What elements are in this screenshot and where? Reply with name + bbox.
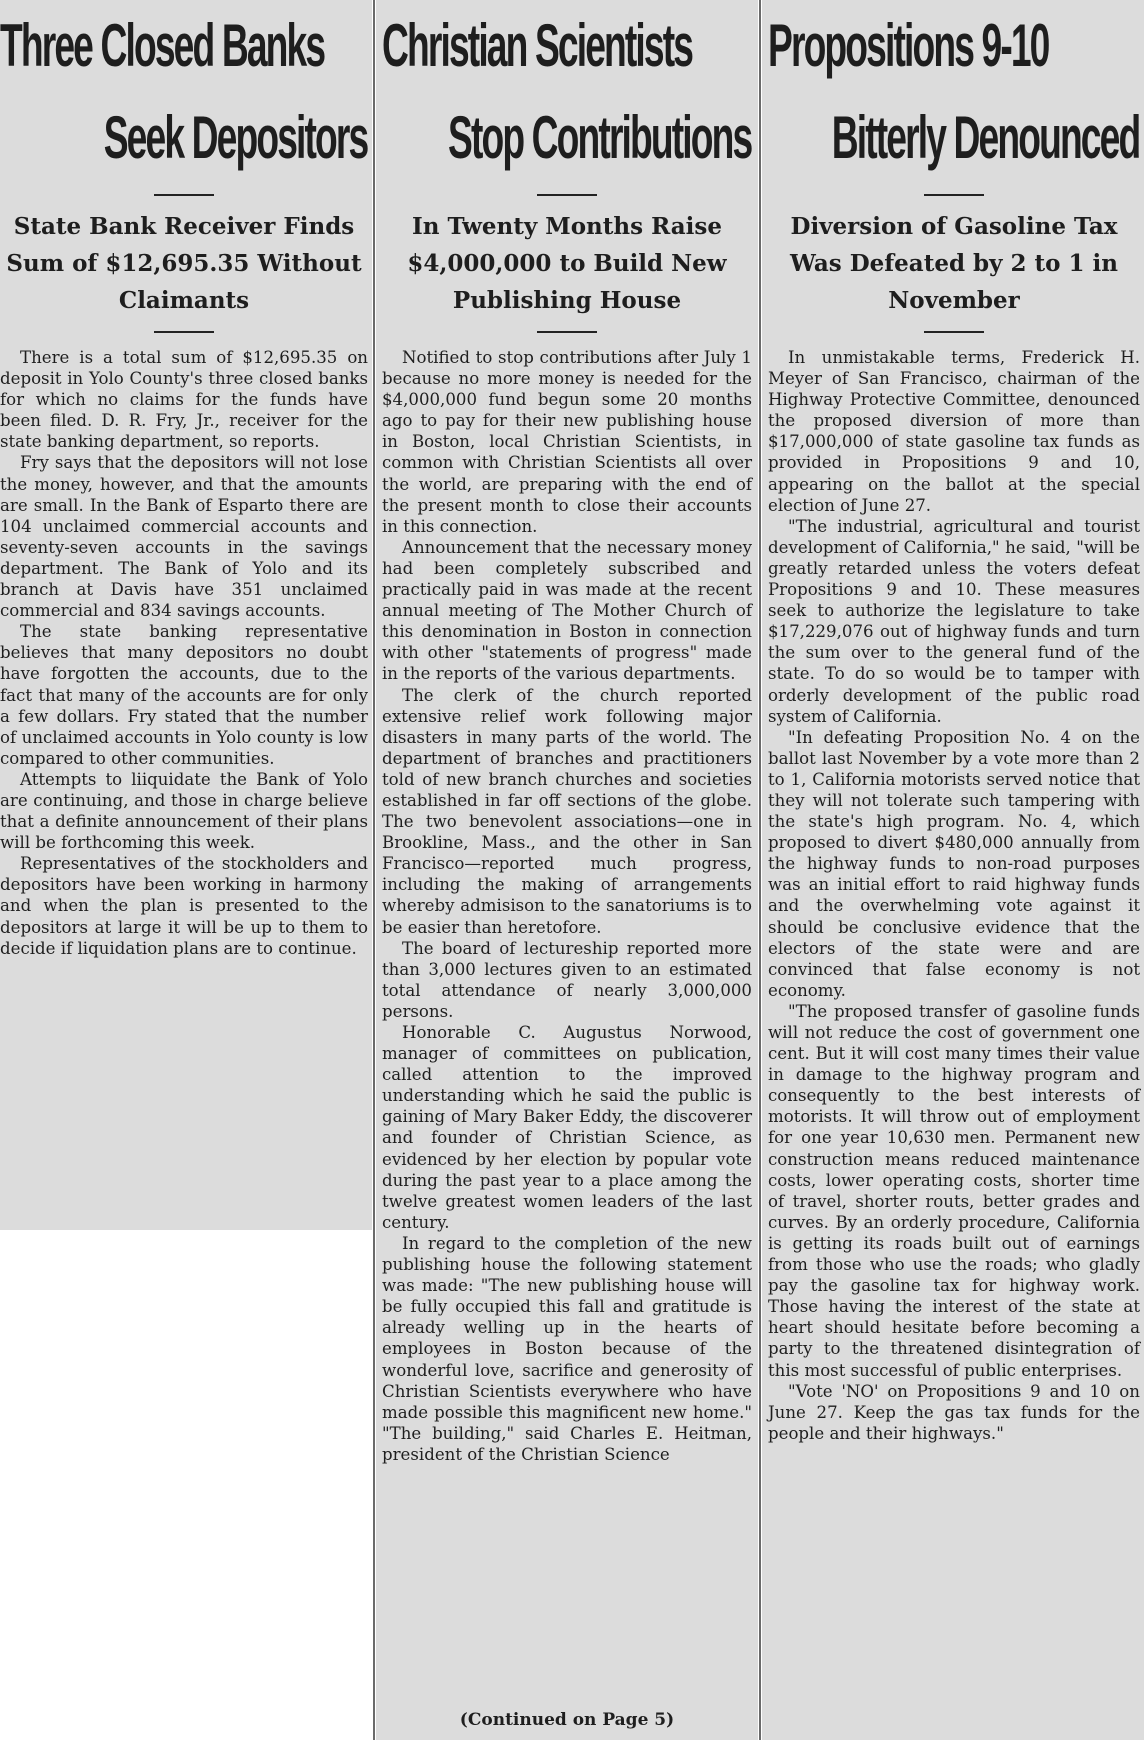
divider [537,331,597,333]
paragraph: Notified to stop contributions after July 1 because no more money is needed for the $4,000,000 fund begun some 20 months ago to pay for their new publishing house in Boston, local Christian Scientists, in common with Christian Scientists all over the world, are preparing with the end of the present month to close their accounts in this connection. [382,348,752,536]
paragraph: "The proposed transfer of gasoline funds will not reduce the cost of government one cent. But it will cost many times their value in damage to the highway program and consequently to the best interests of motorists. It will throw out of employment for one year 10,630 men. Permanent new construction means reduced maintenance costs, lower operating costs, shorter time of travel, shorter routs, better grades and curves. By an orderly procedure, California is getting its roads built out of earnings from those who use the roads; who gladly pay the gasoline tax for highway work. Those having the interest of the state at heart should hesitate before becoming a party to the threatened disintegration of this most successful of public enterprises. [768,1001,1140,1380]
headline [382,0,751,184]
article-body [382,347,752,1465]
subheadline: Diversion of Gasoline Tax Was Defeated by 2 to 1 in November [790,213,1118,314]
headline-line-2: Seek Depositors [103,104,368,171]
subheadline: State Bank Receiver Finds Sum of $12,695.35 Without Claimants [6,213,362,314]
article-propositions [762,0,1144,1740]
article-christian-scientists [376,0,758,1740]
headline-line-1: Christian Scientists [382,12,693,79]
article-closed-banks [0,0,372,1230]
column-rule [759,0,761,1740]
paragraph: The state banking representative believes that many depositors no doubt have forgotten the accounts, due to the fact that many of the accounts are for only a few dollars. Fry stated that the number of unclaimed accounts in Yolo county is low compared to other communities. [0,622,368,768]
paragraph: Fry says that the depositors will not lose the money, however, and that the amounts are small. In the Bank of Esparto there are 104 unclaimed commercial accounts and seventy-seven accounts in the savings department. The Bank of Yolo and its branch at Davis have 351 unclaimed commercial and 834 savings accounts. [0,453,368,621]
paragraph: Representatives of the stockholders and depositors have been working in harmony and when the plan is presented to the depositors at large it will be up to them to decide if liquidation plans are to continue. [0,854,368,958]
paragraph: Honorable C. Augustus Norwood, manager of committees on publication, called attention to the improved understanding which he said the public is gaining of Mary Baker Eddy, the discoverer and founder of Christian Science, as evidenced by her election by popular vote during the past year to a place among the twelve greatest women leaders of the last century. [382,1023,752,1232]
paragraph: Attempts to liiquidate the Bank of Yolo are continuing, and those in charge believe that a definite announcement of their plans will be forthcoming this week. [0,769,368,853]
divider [154,194,214,196]
divider [537,194,597,196]
paragraph: In regard to the completion of the new publishing house the following statement was made: "The new publishing house will be fully occupied this fall and gratitude is already welling up in the hearts of employees in Boston because of the wonderful love, sacrifice and generosity of Christian Scientists everywhere who have made possible this magnificent new home." "The building," said Charles E. Heitman, president of the Christian Science [382,1233,752,1464]
headline-line-1: Propositions 9-10 [768,12,1049,79]
divider [924,331,984,333]
article-body [768,347,1140,1444]
paragraph: "In defeating Proposition No. 4 on the ballot last November by a vote more than 2 to 1, California motorists served notice that they will not tolerate such tampering with the state's high program. No. 4, which proposed to divert $480,000 annually from the highway funds to non-road purposes was an initial effort to raid highway funds and the overwhelming vote against it should be conclusive evidence that the electors of the state were and are convinced that false economy is not economy. [768,727,1140,1000]
paragraph: "Vote 'NO' on Propositions 9 and 10 on June 27. Keep the gas tax funds for the people and their highways." [768,1381,1140,1443]
headline-line-2: Bitterly Denounced [831,104,1140,171]
paragraph: In unmistakable terms, Frederick H. Meyer of San Francisco, chairman of the Highway Protective Committee, denounced the proposed diversion of more than $17,000,000 of state gasoline tax funds as provided in Propositions 9 and 10, appearing on the ballot at the special election of June 27. [768,348,1140,515]
subheadline: In Twenty Months Raise $4,000,000 to Build New Publishing House [407,213,727,314]
column-rule [373,0,375,1740]
divider [924,194,984,196]
headline [768,0,1139,184]
headline-line-1: Three Closed Banks [0,12,325,79]
paragraph: The board of lectureship reported more than 3,000 lectures given to an estimated total attendance of nearly 3,000,000 persons. [382,938,752,1021]
article-body [0,347,368,959]
paragraph: The clerk of the church reported extensive relief work following major disasters in many parts of the world. The department of branches and practitioners told of new branch churches and societies established in far off sections of the globe. The two benevolent associations—one in Brookline, Mass., and the other in San Francisco—reported much progress, including the making of arrangements whereby admisison to the sanatoriums is to be easier than heretofore. [382,685,752,937]
paragraph: There is a total sum of $12,695.35 on deposit in Yolo County's three closed banks for which no claims for the funds have been filed. D. R. Fry, Jr., receiver for the state banking department, so reports. [0,348,368,452]
headline [0,0,367,184]
paragraph: Announcement that the necessary money had been completely subscribed and practically paid in was made at the recent annual meeting of The Mother Church of this denomination in Boston in connection with other "statements of progress" made in the reports of the various departments. [382,537,752,684]
continued-notice: (Continued on Page 5) [459,1710,675,1730]
divider [154,331,214,333]
headline-line-2: Stop Contributions [448,104,752,171]
paragraph: "The industrial, agricultural and tourist development of California," he said, "will be greatly retarded unless the voters defeat Propositions 9 and 10. These measures seek to authorize the legislature to take $17,229,076 out of highway funds and turn the sum over to the general fund of the state. To do so would be to tamper with orderly development of the public road system of California. [768,516,1140,726]
